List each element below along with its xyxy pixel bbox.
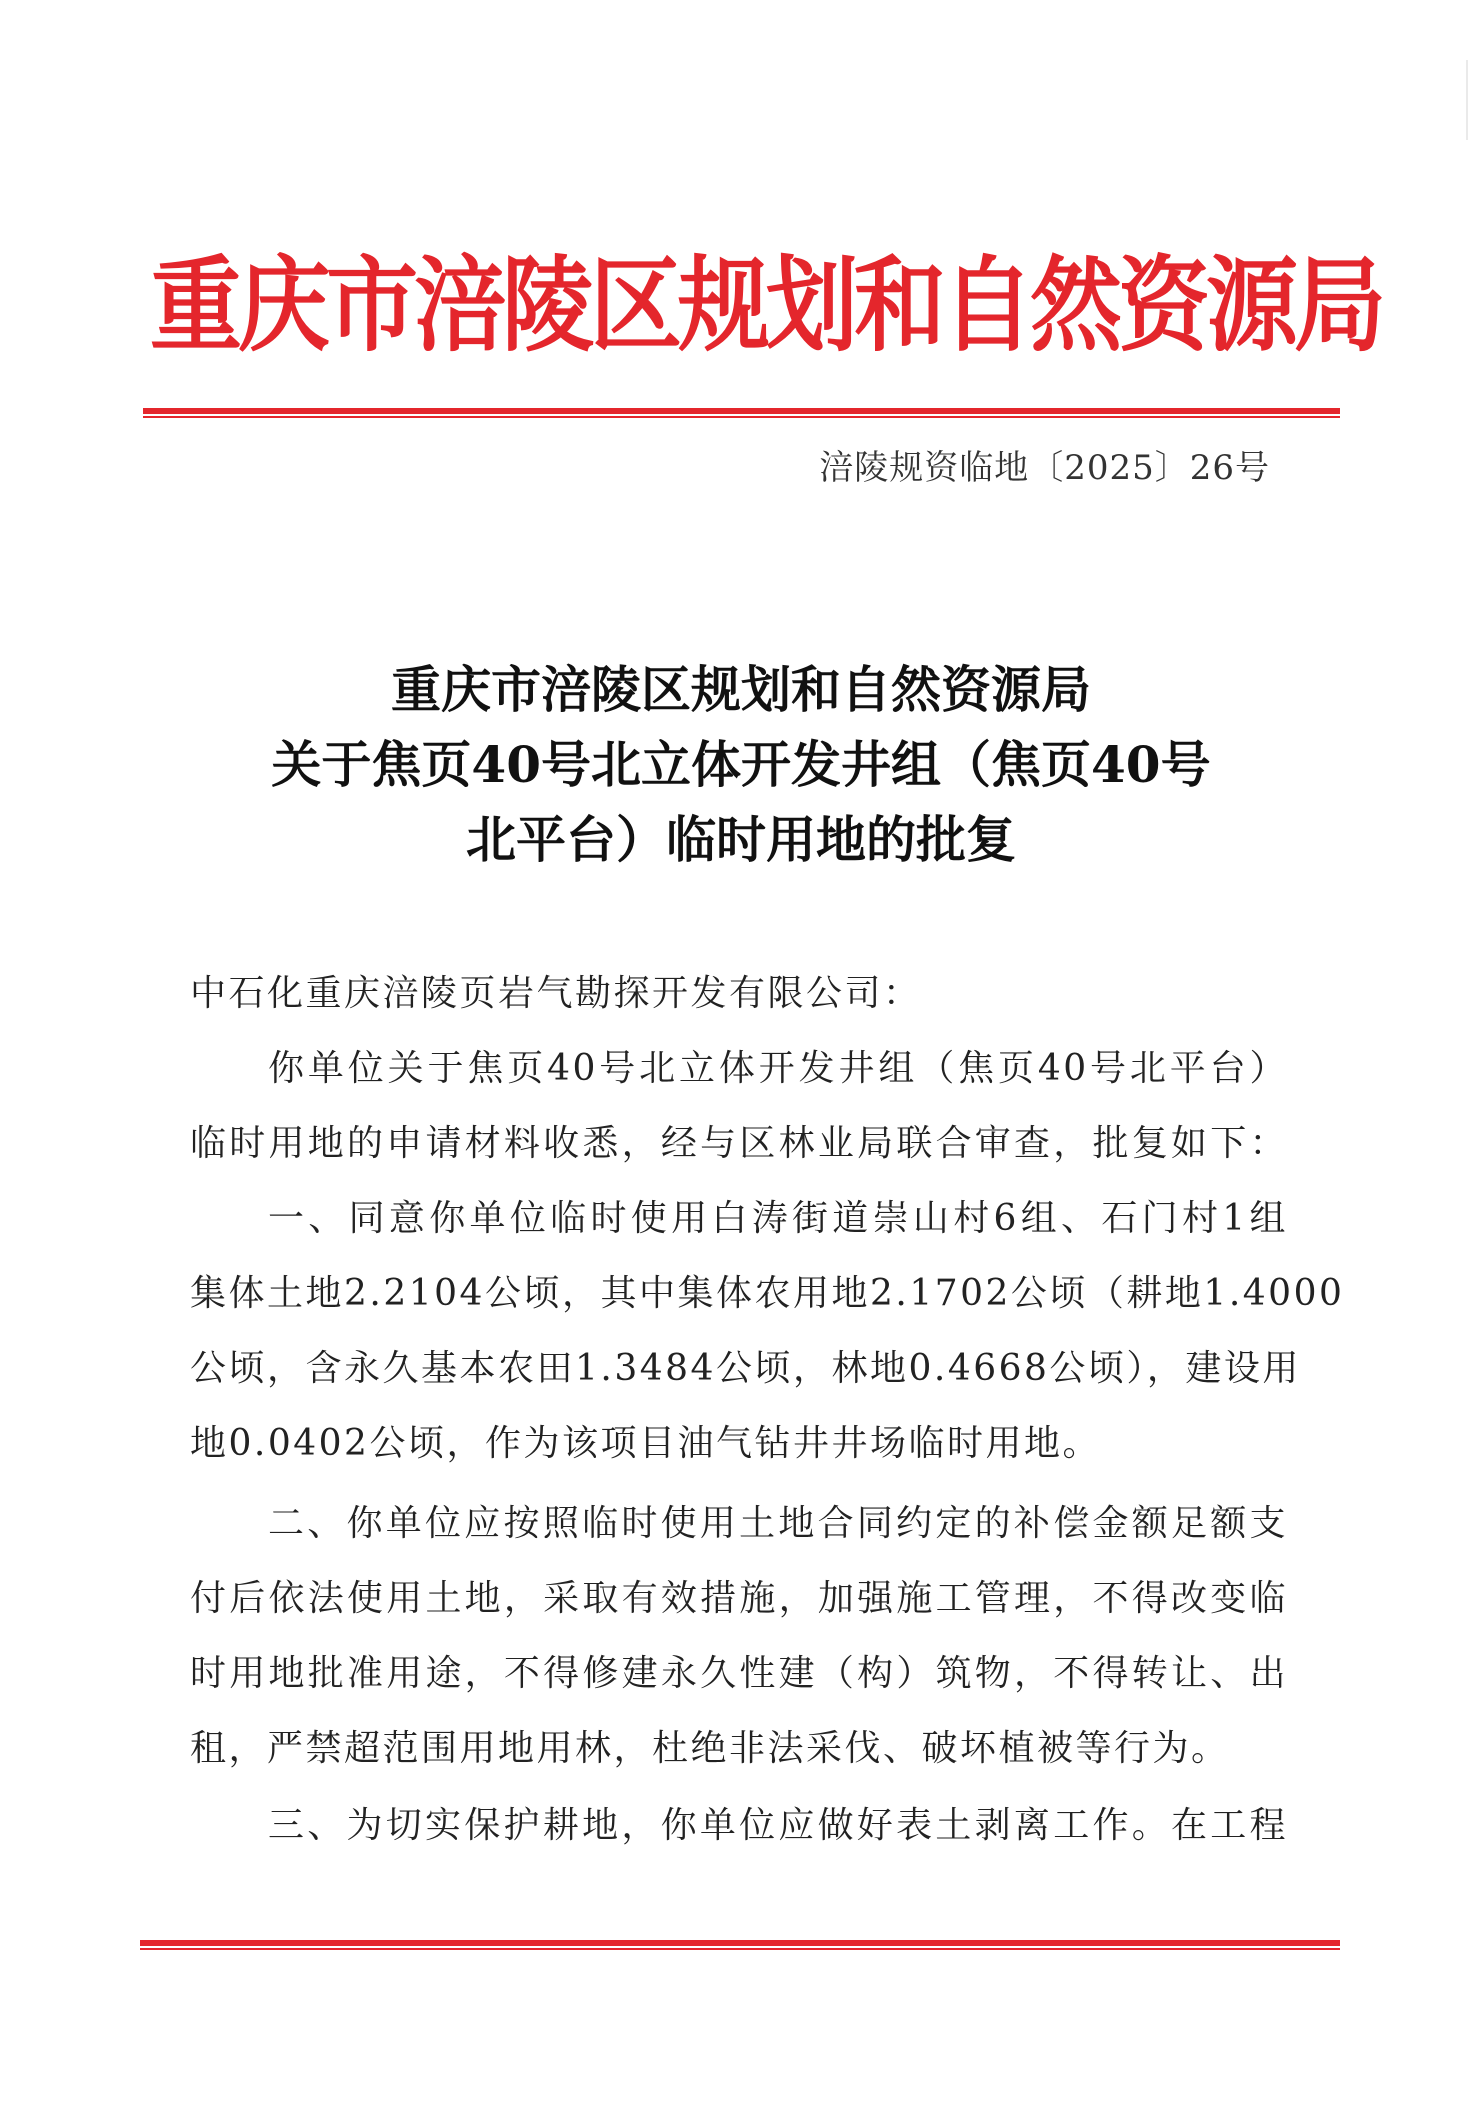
- footer-red-rule: [140, 1940, 1340, 1950]
- title-line-3: 北平台）临时用地的批复: [466, 810, 1016, 869]
- body-line-7: 二、你单位应按照临时使用土地合同约定的补偿金额足额支: [268, 1503, 1288, 1544]
- body-line-1: 你单位关于焦页40号北立体开发井组（焦页40号北平台）: [268, 1048, 1288, 1089]
- body-line-8: 付后依法使用土地，采取有效措施，加强施工管理，不得改变临: [190, 1578, 1288, 1619]
- body-line-5: 公顷，含永久基本农田1.3484公顷，林地0.4668公顷），建设用: [190, 1348, 1301, 1389]
- title-line-1: 重庆市涪陵区规划和自然资源局: [391, 660, 1091, 719]
- body-line-2: 临时用地的申请材料收悉，经与区林业局联合审查，批复如下：: [190, 1123, 1288, 1164]
- body-line-3: 一、同意你单位临时使用白涛街道崇山村6组、石门村1组: [268, 1198, 1288, 1239]
- issuing-authority-header: 重庆市涪陵区规划和自然资源局: [150, 246, 1383, 366]
- document-number: 涪陵规资临地〔2025〕26号: [819, 448, 1270, 488]
- title-line-2: 关于焦页40号北立体开发井组（焦页40号: [271, 735, 1211, 794]
- body-line-11: 三、为切实保护耕地，你单位应做好表土剥离工作。在工程: [268, 1805, 1288, 1846]
- header-red-rule: [143, 408, 1340, 418]
- body-line-4: 集体土地2.2104公顷，其中集体农用地2.1702公顷（耕地1.4000: [190, 1273, 1345, 1314]
- body-line-10: 租，严禁超范围用地用林，杜绝非法采伐、破坏植被等行为。: [190, 1728, 1230, 1769]
- body-line-9: 时用地批准用途，不得修建永久性建（构）筑物，不得转让、出: [190, 1653, 1288, 1694]
- body-line-6: 地0.0402公顷，作为该项目油气钻井井场临时用地。: [190, 1423, 1101, 1464]
- scan-edge-mark: [1466, 60, 1468, 140]
- salutation: 中石化重庆涪陵页岩气勘探开发有限公司：: [190, 973, 922, 1014]
